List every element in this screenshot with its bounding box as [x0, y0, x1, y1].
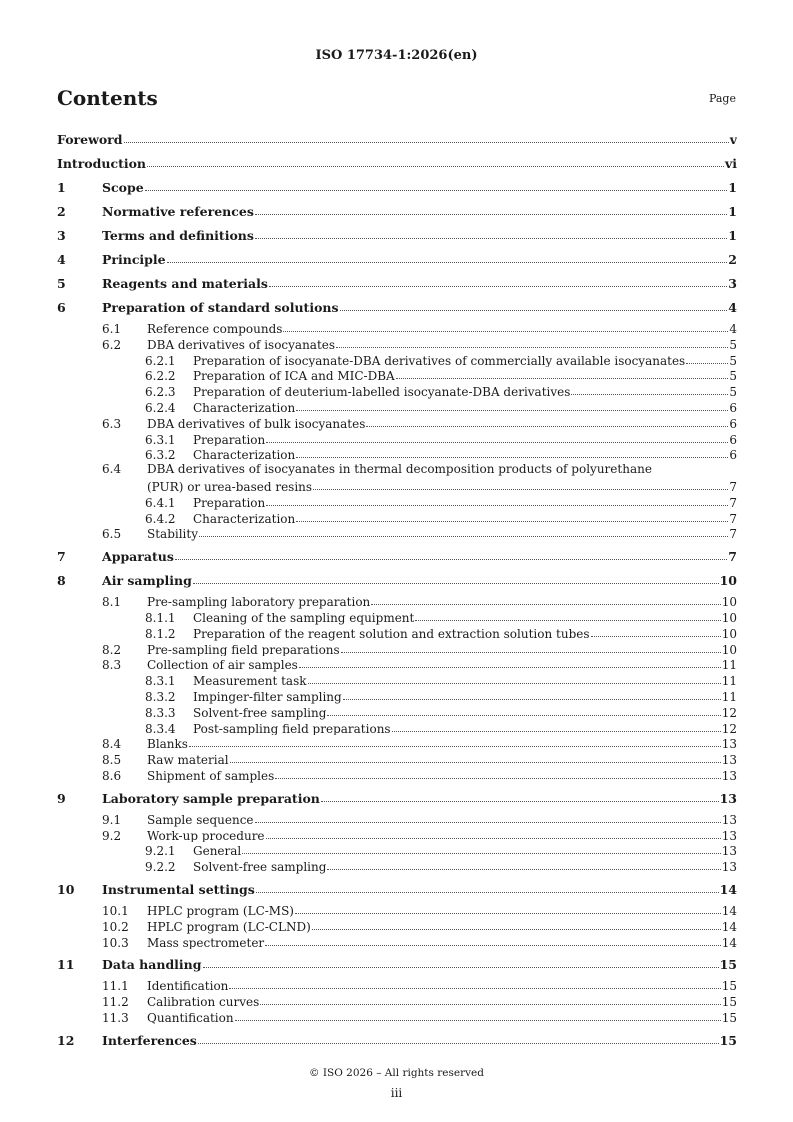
dot-leader: [275, 767, 720, 779]
toc-entry-title: Cleaning of the sampling equipment: [193, 610, 415, 625]
toc-clause-entry[interactable]: [57, 176, 737, 200]
dot-leader: [341, 641, 721, 653]
dot-leader: [256, 879, 719, 893]
toc-entry-number: 8.1: [102, 595, 122, 609]
dot-leader: [571, 383, 728, 395]
toc-entry-number: 8.3.1: [145, 674, 176, 688]
toc-subclause-entry[interactable]: [57, 320, 737, 336]
toc-entry-number: 8.3.2: [145, 689, 176, 704]
dot-leader: [266, 431, 728, 443]
toc-entry-title: Preparation: [193, 432, 266, 447]
toc-entry-number: 10.3: [102, 935, 129, 950]
toc-entry-page: 11: [721, 689, 737, 704]
toc-clause-entry[interactable]: [57, 272, 737, 296]
dot-leader: [283, 320, 728, 332]
toc-entry-number: 10.2: [102, 919, 129, 934]
dot-leader: [343, 688, 721, 700]
toc-entry-number: 6.3.2: [145, 448, 176, 463]
dot-leader: [686, 352, 728, 364]
toc-subclause-entry[interactable]: [57, 842, 737, 858]
toc-subclause-entry[interactable]: [57, 1009, 737, 1025]
toc-entry-number: 2: [57, 204, 66, 219]
toc-entry-page: 15: [721, 995, 737, 1009]
toc-subclause-entry[interactable]: [57, 767, 737, 783]
toc-entry-title: Quantification: [147, 1010, 234, 1025]
toc-entry-page: 5: [729, 369, 737, 384]
toc-entry-title: General: [193, 844, 242, 859]
toc-entry-number: 8.4: [102, 737, 122, 752]
toc-entry-title: Identification: [147, 979, 229, 994]
toc-entry-page: 10: [719, 573, 737, 589]
toc-entry-number: 6.4: [102, 462, 122, 477]
toc-subclause-entry[interactable]: [57, 858, 737, 874]
toc-entry-number: 8.6: [102, 768, 122, 783]
toc-entry-page: 10: [721, 642, 737, 657]
toc-entry-number: 8: [57, 573, 66, 589]
toc-entry-page: 13: [721, 828, 737, 843]
copyright-footer: © ISO 2026 – All rights reserved: [309, 1067, 484, 1079]
toc-entry-title: Pre-sampling laboratory preparation: [147, 595, 371, 609]
toc-entry-page: 6: [729, 432, 737, 447]
toc-entry-page: 15: [721, 1010, 737, 1025]
toc-entry-number: 6.2.3: [145, 385, 176, 399]
toc-entry-title: Measurement task: [193, 674, 307, 688]
toc-entry-page: 13: [721, 812, 737, 827]
toc-subclause-entry[interactable]: [57, 902, 737, 918]
toc-subclause-entry[interactable]: [57, 720, 737, 736]
toc-entry-title: Foreword: [57, 132, 123, 147]
toc-entry-page: 14: [721, 919, 737, 934]
toc-entry-page: 12: [721, 721, 737, 736]
toc-entry-page: 7: [729, 527, 737, 542]
dot-leader: [255, 226, 727, 240]
toc-entry-number: 5: [57, 276, 66, 291]
toc-subclause-entry[interactable]: [57, 688, 737, 704]
dot-leader: [415, 609, 720, 621]
page-number: iii: [390, 1086, 403, 1100]
toc-subclause-entry[interactable]: [57, 704, 737, 720]
toc-entry-title: Scope: [102, 180, 144, 195]
toc-entry-number: 8.5: [102, 753, 122, 767]
toc-entry-page: 15: [719, 957, 737, 973]
toc-entry-page: 3: [728, 276, 737, 291]
toc-entry-page: 10: [721, 626, 737, 641]
dot-leader: [327, 858, 720, 870]
toc-entry-title: Characterization: [193, 448, 296, 463]
toc-entry-number: 3: [57, 228, 66, 243]
toc-entry-title: Preparation of isocyanate-DBA derivatives of commercially available isocyanates: [193, 353, 686, 368]
toc-subclause-entry[interactable]: [57, 977, 737, 993]
toc-subclause-entry[interactable]: [57, 494, 737, 510]
dot-leader: [198, 1030, 719, 1044]
toc-entry-page: 13: [721, 860, 737, 874]
dot-leader: [255, 811, 721, 823]
dot-leader: [203, 955, 719, 969]
toc-entry-number: 11: [57, 957, 75, 973]
dot-leader: [124, 130, 729, 144]
toc-entry-title: Mass spectrometer: [147, 935, 265, 950]
toc-entry-number: 8.1.2: [145, 626, 176, 641]
toc-entry-page: 1: [728, 204, 737, 219]
toc-entry-number: 8.2: [102, 642, 122, 657]
dot-leader: [193, 571, 719, 585]
toc-entry-page: 1: [728, 180, 737, 195]
toc-entry-number: 9.1: [102, 812, 122, 827]
toc-subclause-entry[interactable]: [57, 934, 737, 950]
toc-entry-title: Reagents and materials: [102, 276, 268, 291]
toc-entry-title: Terms and definitions: [102, 228, 254, 243]
toc-subclause-entry[interactable]: [57, 399, 737, 415]
toc-clause-entry[interactable]: [57, 224, 737, 248]
toc-entry-title: Introduction: [57, 156, 147, 171]
toc-subclause-entry[interactable]: [57, 352, 737, 368]
toc-entry-number: 10: [57, 881, 75, 897]
dot-leader: [366, 415, 728, 427]
toc-entry-page: 11: [721, 674, 737, 688]
toc-entry-page: 10: [721, 595, 737, 609]
toc-entry-page: v: [729, 132, 737, 147]
toc-entry-number: 6.4.2: [145, 511, 176, 526]
toc-entry-title: DBA derivatives of bulk isocyanates: [147, 416, 366, 431]
toc-clause-entry[interactable]: [57, 569, 737, 593]
toc-entry-number: 6.2.1: [145, 353, 176, 368]
dot-leader: [260, 993, 720, 1005]
dot-leader: [392, 720, 721, 732]
toc-entry-page: 14: [721, 903, 737, 918]
toc-entry-page: 4: [729, 322, 737, 336]
toc-entry-title: Normative references: [102, 204, 254, 219]
dot-leader: [308, 672, 721, 684]
toc-entry-title: Preparation of standard solutions: [102, 300, 339, 315]
dot-leader: [296, 399, 728, 411]
toc-entry-page: 5: [729, 337, 737, 352]
toc-entry-page: 12: [721, 705, 737, 720]
dot-leader: [296, 446, 728, 458]
toc-entry-title: Work-up procedure: [147, 828, 265, 843]
toc-subclause-entry[interactable]: [57, 918, 737, 934]
toc-entry-page: 6: [729, 400, 737, 415]
toc-entry-title: Pre-sampling field preparations: [147, 642, 340, 657]
toc-entry-title: Solvent-free sampling: [193, 705, 327, 720]
toc-subclause-entry[interactable]: [57, 609, 737, 625]
toc-entry-number: 11.1: [102, 979, 129, 994]
toc-entry-number: 6.2.2: [145, 369, 176, 384]
dot-leader: [242, 842, 720, 854]
toc-entry-page: 7: [729, 495, 737, 510]
toc-subclause-entry[interactable]: [57, 827, 737, 843]
toc-subclause-entry[interactable]: [57, 431, 737, 447]
table-of-contents: [57, 128, 737, 1053]
toc-subclause-entry[interactable]: [57, 446, 737, 462]
toc-entry-title: Preparation of deuterium-labelled isocyanate-DBA derivatives: [193, 385, 571, 399]
document-header: ISO 17734-1:2026(en): [315, 48, 478, 63]
toc-subclause-entry[interactable]: [57, 593, 737, 609]
toc-clause-entry[interactable]: [57, 128, 737, 152]
toc-entry-page: 4: [728, 300, 737, 315]
dot-leader: [299, 656, 721, 668]
toc-clause-entry[interactable]: [57, 545, 737, 569]
toc-entry-number: 11.2: [102, 995, 129, 1009]
toc-entry-page: vi: [724, 156, 737, 171]
toc-entry-title: Shipment of samples: [147, 768, 275, 783]
toc-subclause-entry[interactable]: [57, 641, 737, 657]
page-column-label: Page: [708, 92, 736, 105]
toc-entry-title: Reference compounds: [147, 322, 283, 336]
toc-entry-page: 14: [719, 881, 737, 897]
toc-entry-title: Raw material: [147, 753, 229, 767]
toc-clause-entry[interactable]: [57, 787, 737, 811]
toc-entry-title: Air sampling: [102, 573, 192, 589]
dot-leader: [396, 367, 729, 379]
dot-leader: [371, 593, 720, 605]
toc-entry-number: 6.5: [102, 527, 122, 542]
toc-entry-page: 15: [721, 979, 737, 994]
toc-entry-number: 9.2.1: [145, 844, 176, 859]
toc-entry-title: Characterization: [193, 511, 296, 526]
toc-entry-page: 7: [728, 549, 737, 565]
toc-entry-title: Post-sampling field preparations: [193, 721, 391, 736]
toc-subclause-entry[interactable]: [57, 735, 737, 751]
toc-entry-page: 5: [729, 385, 737, 399]
toc-entry-page: 7: [729, 511, 737, 526]
toc-subclause-entry[interactable]: [57, 415, 737, 431]
toc-entry-title: Stability: [147, 527, 198, 542]
toc-entry-title: Principle: [102, 252, 166, 267]
toc-subclause-entry[interactable]: [57, 751, 737, 767]
dot-leader: [327, 704, 720, 716]
toc-entry-page: 13: [721, 753, 737, 767]
dot-leader: [235, 1009, 721, 1021]
dot-leader: [269, 274, 727, 288]
toc-entry-page: 13: [721, 768, 737, 783]
toc-subclause-entry[interactable]: [57, 672, 737, 688]
dot-leader: [147, 154, 724, 168]
dot-leader: [321, 788, 719, 802]
dot-leader: [591, 625, 721, 637]
toc-clause-entry[interactable]: [57, 296, 737, 320]
toc-entry-number: 6.2: [102, 337, 122, 352]
dot-leader: [296, 510, 728, 522]
toc-entry-page: 5: [729, 353, 737, 368]
dot-leader: [229, 977, 720, 989]
toc-entry-number: 8.3.4: [145, 721, 176, 736]
toc-entry-title: Apparatus: [102, 549, 174, 565]
toc-entry-title: Instrumental settings: [102, 881, 255, 897]
toc-subclause-entry[interactable]: [57, 811, 737, 827]
toc-entry-number: 8.1.1: [145, 610, 176, 625]
toc-entry-page: 15: [719, 1032, 737, 1048]
toc-entry-number: 1: [57, 180, 66, 195]
toc-entry-title: Impinger-filter sampling: [193, 689, 342, 704]
toc-entry-title: Collection of air samples: [147, 658, 298, 673]
toc-entry-number: 9: [57, 790, 66, 806]
toc-entry-number: 9.2.2: [145, 860, 176, 874]
dot-leader: [340, 298, 728, 312]
toc-entry-number: 7: [57, 549, 66, 565]
toc-entry-title: Characterization: [193, 400, 296, 415]
dot-leader: [295, 902, 721, 914]
dot-leader: [266, 494, 728, 506]
toc-entry-page: 13: [719, 790, 737, 806]
toc-entry-title: Preparation: [193, 495, 266, 510]
toc-entry-number: 9.2: [102, 828, 122, 843]
toc-entry-number: 6.2.4: [145, 400, 176, 415]
toc-subclause-entry[interactable]: [57, 478, 737, 494]
dot-leader: [230, 751, 721, 763]
dot-leader: [167, 250, 728, 264]
toc-entry-page: 1: [728, 228, 737, 243]
toc-entry-number: 8.3.3: [145, 705, 176, 720]
toc-entry-page: 2: [728, 252, 737, 267]
toc-entry-number: 6.1: [102, 322, 122, 336]
dot-leader: [313, 478, 728, 490]
toc-subclause-entry[interactable]: [57, 336, 737, 352]
toc-subclause-entry[interactable]: [57, 993, 737, 1009]
toc-entry-title: Calibration curves: [147, 995, 260, 1009]
toc-entry-page: 13: [721, 844, 737, 859]
toc-entry-title: Solvent-free sampling: [193, 860, 327, 874]
toc-entry-page: 7: [729, 479, 737, 494]
toc-entry-page: 14: [721, 935, 737, 950]
toc-entry-page: 6: [729, 416, 737, 431]
toc-clause-entry[interactable]: [57, 953, 737, 977]
toc-entry-title: HPLC program (LC-CLND): [147, 919, 311, 934]
dot-leader: [265, 934, 721, 946]
toc-clause-entry[interactable]: [57, 200, 737, 224]
dot-leader: [145, 178, 728, 192]
toc-entry-title: HPLC program (LC-MS): [147, 903, 294, 918]
toc-entry-number: 6.3: [102, 416, 122, 431]
toc-entry-number: 6: [57, 300, 66, 315]
toc-entry-page: 11: [721, 658, 737, 673]
dot-leader: [266, 827, 721, 839]
toc-subclause-entry[interactable]: [57, 367, 737, 383]
toc-entry-page: 10: [721, 610, 737, 625]
dot-leader: [336, 336, 728, 348]
toc-entry-number: 4: [57, 252, 66, 267]
toc-entry-number: 6.4.1: [145, 495, 176, 510]
toc-entry-title: Sample sequence: [147, 812, 254, 827]
dot-leader: [175, 547, 727, 561]
toc-entry-page: 13: [721, 737, 737, 752]
toc-entry-title: Data handling: [102, 957, 202, 973]
toc-entry-number: 8.3: [102, 658, 122, 673]
dot-leader: [189, 735, 721, 747]
toc-entry-title: Blanks: [147, 737, 188, 752]
toc-entry-number: 6.3.1: [145, 432, 176, 447]
toc-subclause-entry[interactable]: [57, 625, 737, 641]
toc-entry-title: DBA derivatives of isocyanates in thermal decomposition products of polyurethane: [147, 462, 652, 477]
toc-subclause-entry[interactable]: [57, 656, 737, 672]
toc-clause-entry[interactable]: [57, 878, 737, 902]
toc-subclause-entry[interactable]: [57, 525, 737, 541]
toc-entry-number: 10.1: [102, 903, 129, 918]
toc-subclause-entry[interactable]: [57, 383, 737, 399]
toc-clause-entry[interactable]: [57, 248, 737, 272]
toc-entry-title: (PUR) or urea-based resins: [147, 479, 313, 494]
toc-entry-page: 6: [729, 448, 737, 463]
toc-entry-title: Laboratory sample preparation: [102, 790, 320, 806]
toc-clause-entry[interactable]: [57, 1029, 737, 1053]
toc-entry-title: Preparation of the reagent solution and extraction solution tubes: [193, 626, 590, 641]
toc-entry-title: DBA derivatives of isocyanates: [147, 337, 336, 352]
toc-subclause-entry[interactable]: [57, 510, 737, 526]
toc-clause-entry[interactable]: [57, 152, 737, 176]
toc-entry-title: Preparation of ICA and MIC-DBA: [193, 369, 395, 384]
dot-leader: [255, 202, 727, 216]
toc-entry-title: Interferences: [102, 1032, 197, 1048]
toc-entry-number: 12: [57, 1032, 75, 1048]
contents-title: Contents: [57, 86, 158, 110]
dot-leader: [199, 525, 728, 537]
dot-leader: [312, 918, 721, 930]
toc-entry-number: 11.3: [102, 1010, 129, 1025]
toc-subclause-entry[interactable]: [57, 462, 737, 478]
